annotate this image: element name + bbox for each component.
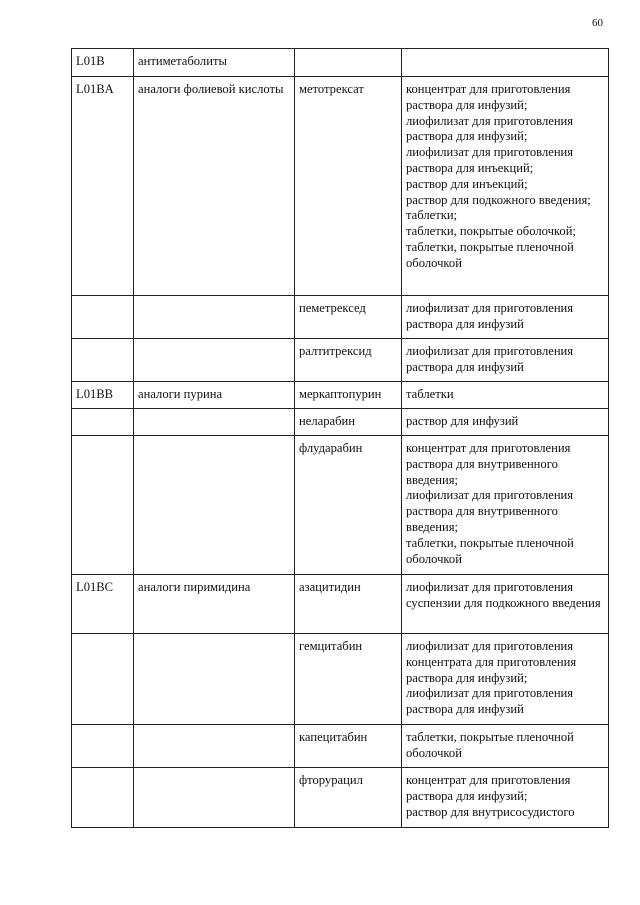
- table-row: [72, 409, 609, 436]
- dosage-forms-cell: лиофилизат для приготовления раствора для инфузий: [402, 296, 609, 339]
- dosage-forms-cell: концентрат для приготовления раствора для внутривенного введения; лиофилизат для приготовления раствора для внутривенного введения; таблетки, покрытые пленочной оболочкой: [402, 436, 609, 575]
- substance-cell: флударабин: [295, 436, 402, 575]
- pharmacological-group-cell: [134, 409, 295, 436]
- substance-cell: гемцитабин: [295, 634, 402, 725]
- dosage-forms-cell: таблетки: [402, 382, 609, 409]
- dosage-forms-cell: таблетки, покрытые пленочной оболочкой: [402, 725, 609, 768]
- atc-code-cell: L01BA: [72, 77, 134, 296]
- dosage-forms-cell: концентрат для приготовления раствора для инфузий; раствор для внутрисосудистого: [402, 768, 609, 828]
- pharmacological-group-cell: [134, 339, 295, 382]
- table-row: [72, 436, 609, 575]
- atc-code-cell: L01B: [72, 49, 134, 77]
- table-row: [72, 768, 609, 828]
- table-row: [72, 634, 609, 725]
- pharmacological-group-cell: [134, 634, 295, 725]
- pharmacological-group-cell: [134, 725, 295, 768]
- table-row: [72, 77, 609, 296]
- dosage-forms-cell: лиофилизат для приготовления раствора для инфузий: [402, 339, 609, 382]
- substance-cell: метотрексат: [295, 77, 402, 296]
- atc-code-cell: [72, 634, 134, 725]
- pharmacological-group-cell: [134, 296, 295, 339]
- dosage-forms-cell: концентрат для приготовления раствора для инфузий; лиофилизат для приготовления раствора для инфузий; лиофилизат для приготовления раствора для инъекций; раствор для инъекций; раствор для подкожного введения; таблетки; таблетки, покрытые оболочкой; таблетки, покрытые пленочной оболочкой: [402, 77, 609, 296]
- dosage-forms-cell: раствор для инфузий: [402, 409, 609, 436]
- atc-code-cell: [72, 296, 134, 339]
- table-row: [72, 339, 609, 382]
- atc-code-cell: [72, 725, 134, 768]
- atc-code-cell: L01BC: [72, 575, 134, 634]
- substance-cell: фторурацил: [295, 768, 402, 828]
- substance-cell: азацитидин: [295, 575, 402, 634]
- substance-cell: ралтитрексид: [295, 339, 402, 382]
- pharmacological-group-cell: [134, 768, 295, 828]
- substance-cell: пеметрексед: [295, 296, 402, 339]
- table-row: [72, 725, 609, 768]
- atc-code-cell: [72, 409, 134, 436]
- substance-cell: меркаптопурин: [295, 382, 402, 409]
- table-row: [72, 296, 609, 339]
- substance-cell: неларабин: [295, 409, 402, 436]
- dosage-forms-cell: лиофилизат для приготовления концентрата для приготовления раствора для инфузий; лиофилизат для приготовления раствора для инфузий: [402, 634, 609, 725]
- atc-code-cell: L01BB: [72, 382, 134, 409]
- pharmacological-group-cell: антиметаболиты: [134, 49, 295, 77]
- substance-cell: [295, 49, 402, 77]
- pharmacological-group-cell: аналоги фолиевой кислоты: [134, 77, 295, 296]
- pharmacological-group-cell: аналоги пиримидина: [134, 575, 295, 634]
- page-number: 60: [592, 17, 603, 29]
- pharmacological-group-cell: [134, 436, 295, 575]
- table-row: [72, 575, 609, 634]
- atc-code-cell: [72, 436, 134, 575]
- substance-cell: капецитабин: [295, 725, 402, 768]
- atc-code-cell: [72, 339, 134, 382]
- dosage-forms-cell: лиофилизат для приготовления суспензии для подкожного введения: [402, 575, 609, 634]
- dosage-forms-cell: [402, 49, 609, 77]
- atc-code-cell: [72, 768, 134, 828]
- table-row: [72, 49, 609, 77]
- drug-classification-table: [71, 48, 609, 828]
- pharmacological-group-cell: аналоги пурина: [134, 382, 295, 409]
- table-row: [72, 382, 609, 409]
